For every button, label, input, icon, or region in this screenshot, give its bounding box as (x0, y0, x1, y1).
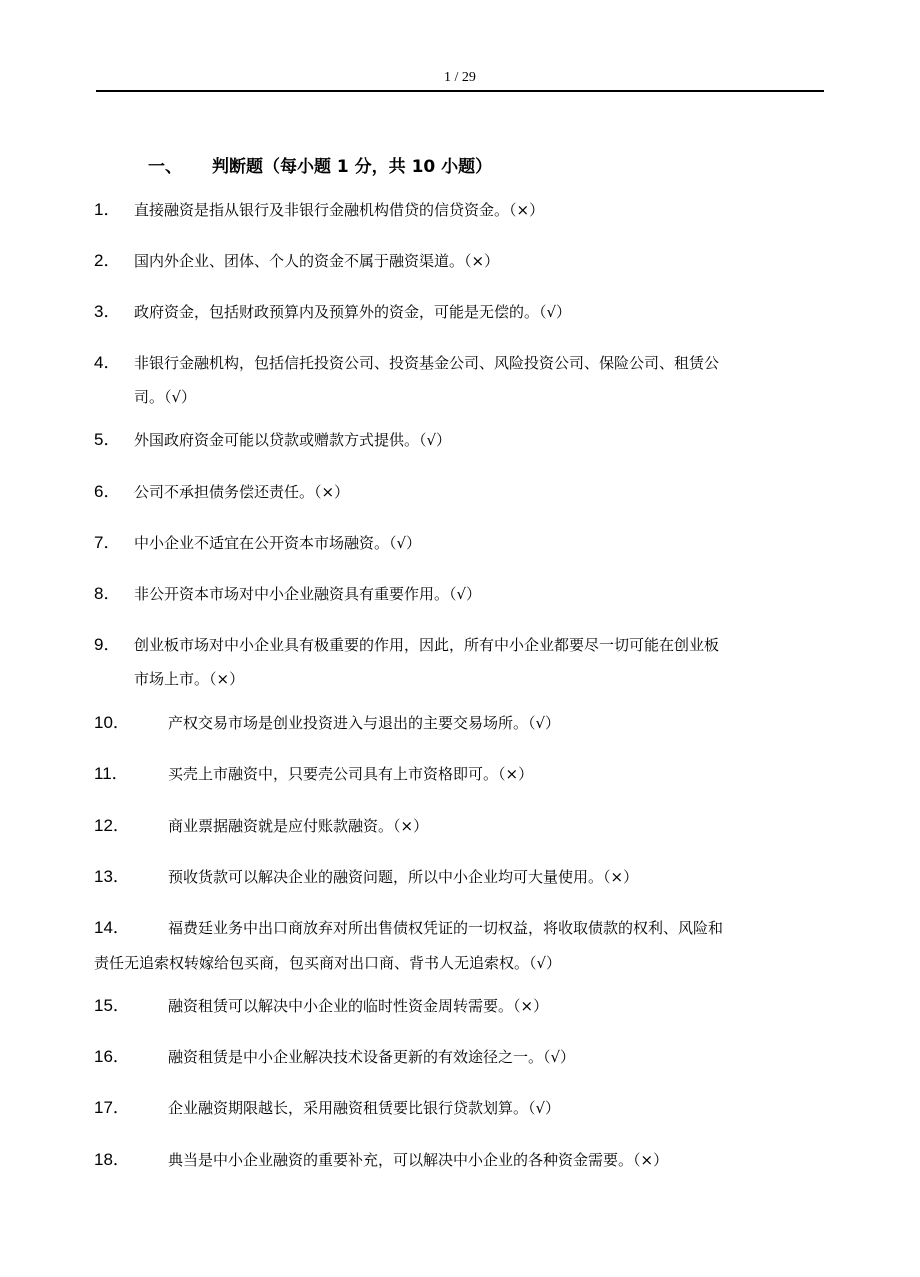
question-number: 4． (94, 353, 121, 372)
question-number: 14． (94, 918, 130, 937)
question-number: 6． (94, 482, 121, 501)
question-text-continuation: 责任无追索权转嫁给包买商，包买商对出口商、背书人无追索权。（√） (94, 954, 562, 972)
question-text: 非银行金融机构，包括信托投资公司、投资基金公司、风险投资公司、保险公司、租赁公 (134, 354, 720, 372)
question-number: 16． (94, 1047, 130, 1066)
question-text-continuation: 市场上市。（×） (134, 670, 245, 688)
question-number: 7． (94, 533, 121, 552)
question-number: 3． (94, 302, 121, 321)
question-text: 融资租赁是中小企业解决技术设备更新的有效途径之一。（√） (168, 1048, 576, 1066)
question-text: 买壳上市融资中，只要壳公司具有上市资格即可。（×） (168, 765, 534, 783)
question-text: 福费廷业务中出口商放弃对所出售债权凭证的一切权益，将收取债款的权利、风险和 (168, 919, 724, 937)
question-text: 产权交易市场是创业投资进入与退出的主要交易场所。（√） (168, 714, 561, 732)
question-text: 非公开资本市场对中小企业融资具有重要作用。（√） (134, 585, 482, 603)
question-number: 5． (94, 430, 121, 449)
question-text: 企业融资期限越长，采用融资租赁要比银行贷款划算。（√） (168, 1099, 561, 1117)
question-text: 预收货款可以解决企业的融资问题，所以中小企业均可大量使用。（×） (168, 868, 639, 886)
question-number: 17． (94, 1098, 130, 1117)
question-text-continuation: 司。（√） (134, 388, 197, 406)
question-number: 9． (94, 635, 121, 654)
question-number: 12． (94, 816, 130, 835)
question-number: 15． (94, 996, 130, 1015)
question-number: 18． (94, 1150, 130, 1169)
section-title (148, 154, 492, 180)
question-text: 直接融资是指从银行及非银行金融机构借贷的信贷资金。（×） (134, 201, 545, 219)
question-number: 1． (94, 200, 121, 219)
question-text: 融资租赁可以解决中小企业的临时性资金周转需要。（×） (168, 997, 549, 1015)
question-text: 政府资金，包括财政预算内及预算外的资金，可能是无偿的。（√） (134, 303, 572, 321)
section-number: 一、 (148, 157, 182, 177)
question-text: 商业票据融资就是应付账款融资。（×） (168, 817, 429, 835)
question-text: 外国政府资金可能以贷款或赠款方式提供。（√） (134, 431, 452, 449)
section-title-text: 判断题（每小题 1 分，共 10 小题） (212, 157, 493, 177)
question-text: 创业板市场对中小企业具有极重要的作用，因此，所有中小企业都要尽一切可能在创业板 (134, 636, 720, 654)
question-text: 典当是中小企业融资的重要补充，可以解决中小企业的各种资金需要。（×） (168, 1151, 669, 1169)
question-text: 国内外企业、团体、个人的资金不属于融资渠道。（×） (134, 252, 500, 270)
question-text: 公司不承担债务偿还责任。（×） (134, 483, 350, 501)
question-number: 11． (94, 764, 129, 783)
question-number: 2． (94, 251, 121, 270)
page-number: 1 / 29 (444, 70, 476, 85)
question-number: 8． (94, 584, 121, 603)
question-text: 中小企业不适宜在公开资本市场融资。（√） (134, 534, 422, 552)
question-number: 13． (94, 867, 130, 886)
page-header (96, 70, 824, 92)
question-number: 10． (94, 713, 130, 732)
